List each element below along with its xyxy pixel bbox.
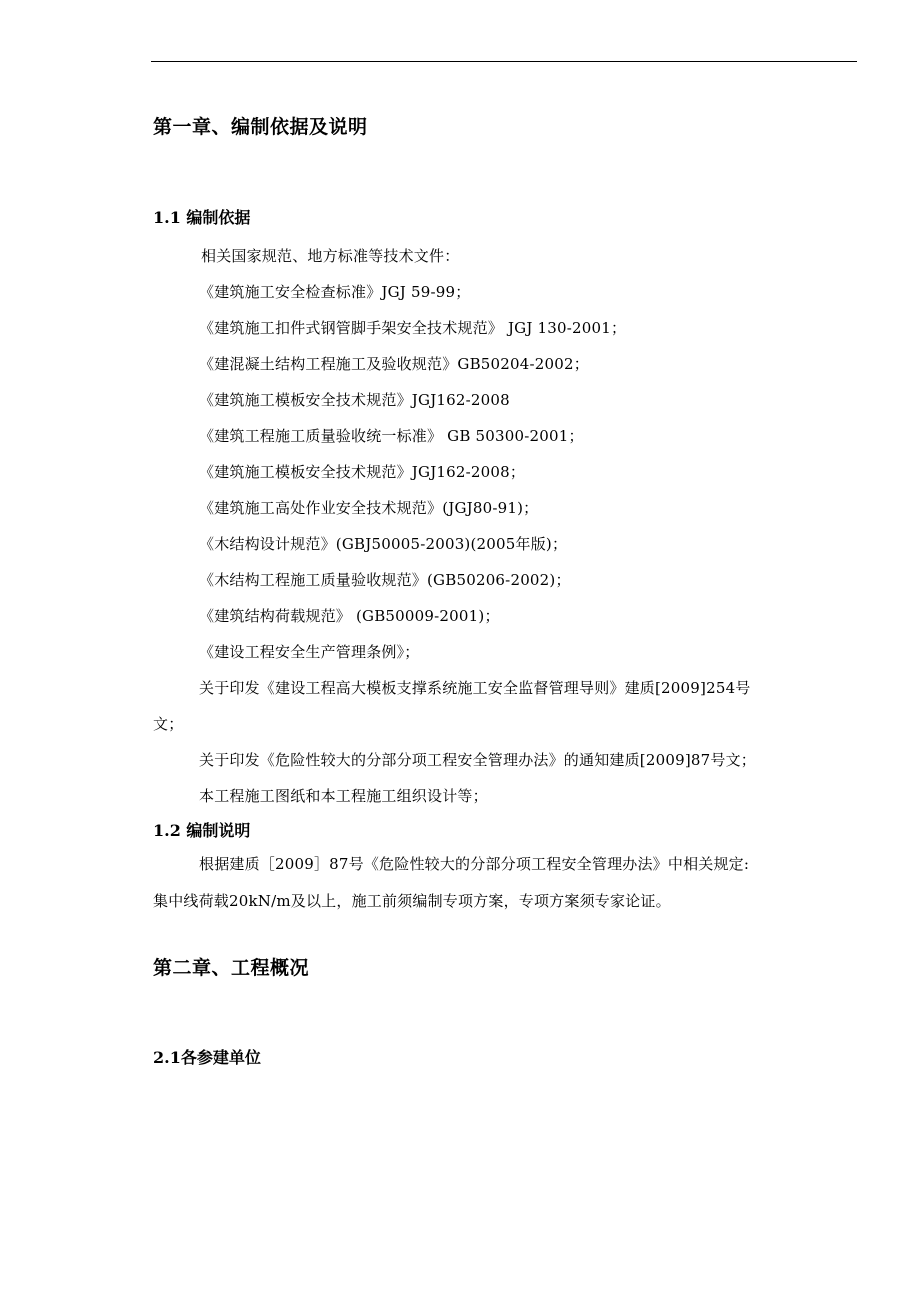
- list-item: 《木结构工程施工质量验收规范》(GB50206-2002)；: [199, 571, 571, 589]
- list-item: 关于印发《建设工程高大模板支撑系统施工安全监督管理导则》建质[2009]254号: [199, 679, 751, 697]
- paragraph-line: 根据建质［2009］87号《危险性较大的分部分项工程安全管理办法》中相关规定:: [199, 855, 750, 873]
- chapter-1-title: 第一章、编制依据及说明: [153, 116, 368, 138]
- list-item: 本工程施工图纸和本工程施工组织设计等；: [199, 787, 488, 805]
- list-item: 《建筑施工模板安全技术规范》JGJ162-2008；: [199, 463, 526, 481]
- list-item: 相关国家规范、地方标准等技术文件：: [201, 247, 460, 265]
- list-item: 《建设工程安全生产管理条例》；: [199, 643, 420, 661]
- list-item: 《木结构设计规范》(GBJ50005-2003)(2005年版)；: [199, 535, 568, 553]
- section-2-1-title: 2.1各参建单位: [153, 1048, 261, 1067]
- list-item: 《建筑工程施工质量验收统一标准》 GB 50300-2001；: [199, 427, 584, 445]
- section-1-2-title: 1.2 编制说明: [153, 821, 251, 840]
- compilation-basis-list: [153, 238, 865, 814]
- section-1-1-title: 1.1 编制依据: [153, 208, 251, 227]
- header-rule: [151, 61, 857, 62]
- list-item: 关于印发《危险性较大的分部分项工程安全管理办法》的通知建质[2009]87号文；: [199, 751, 756, 769]
- list-item: 《建筑结构荷载规范》 (GB50009-2001)；: [199, 607, 500, 625]
- list-item-continuation: 文；: [153, 715, 184, 733]
- list-item: 《建筑施工高处作业安全技术规范》(JGJ80-91)；: [199, 499, 539, 517]
- list-item: 《建筑施工扣件式钢管脚手架安全技术规范》 JGJ 130-2001；: [199, 319, 627, 337]
- list-item: 《建混凝土结构工程施工及验收规范》GB50204-2002；: [199, 355, 589, 373]
- chapter-2-title: 第二章、工程概况: [153, 957, 310, 979]
- paragraph-line-continuation: 集中线荷载20kN/m及以上，施工前须编制专项方案，专项方案须专家论证。: [153, 892, 671, 910]
- list-item: 《建筑施工模板安全技术规范》JGJ162-2008: [199, 391, 510, 409]
- list-item: 《建筑施工安全检查标准》JGJ 59-99；: [199, 283, 471, 301]
- compilation-description: [153, 846, 865, 920]
